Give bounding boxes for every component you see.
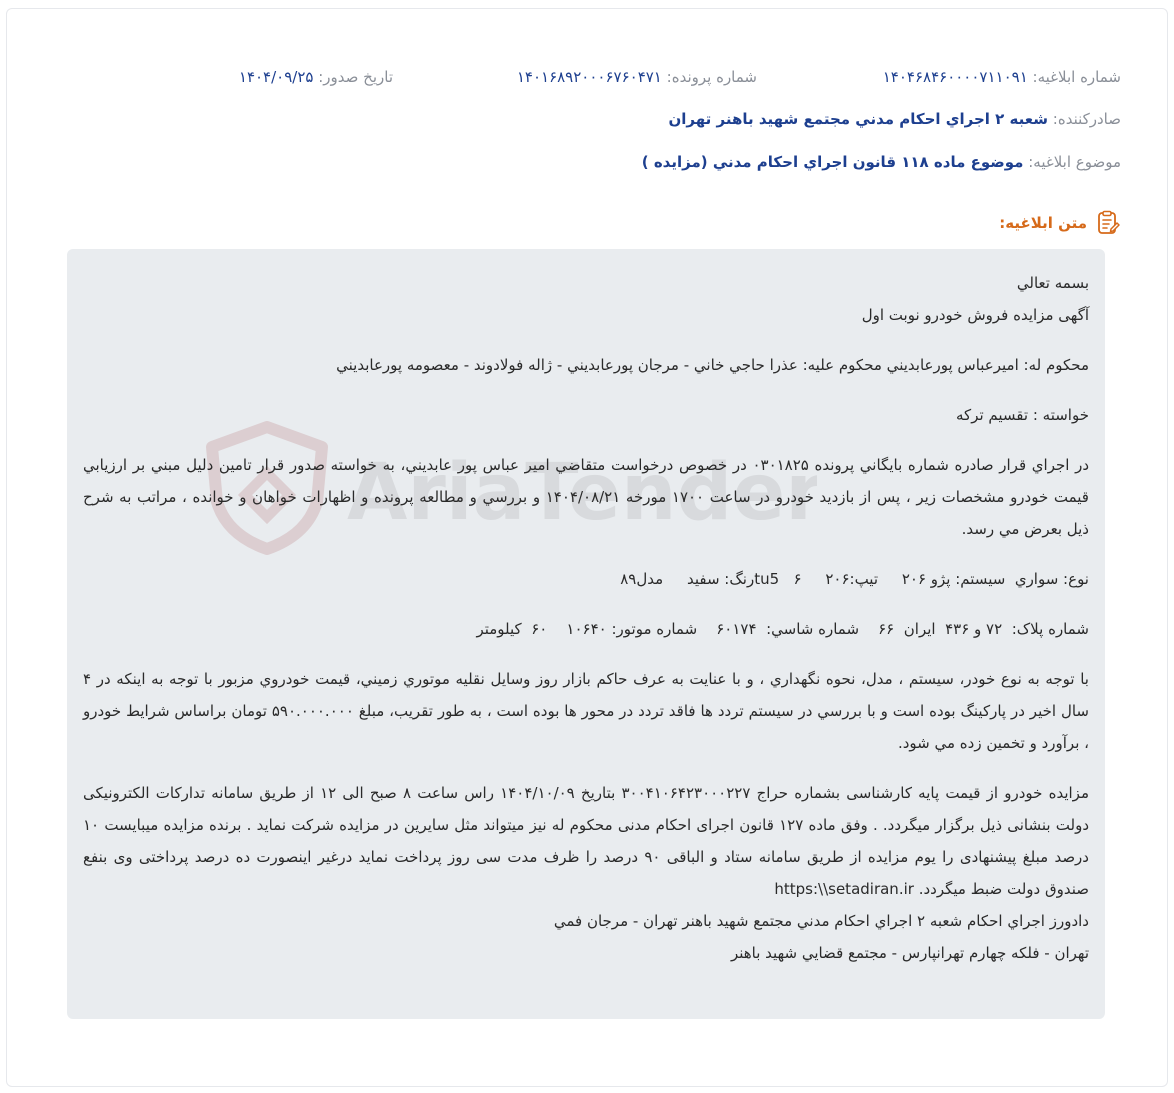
issuer-value: شعبه ۲ اجراي احکام مدني مجتمع شهيد باهنر تهران xyxy=(668,110,1048,128)
issuer-label: صادرکننده: xyxy=(1052,110,1121,128)
line-request: خواسته : تقسیم ترکه xyxy=(956,406,1089,424)
line-vehicle-ids: شماره پلاک: ۷۲ و ۴۳۶ ايران ۶۶ شماره شاسي: ۶۰۱۷۴ شماره موتور: ۱۰۶۴۰ ۶۰ کيلومتر xyxy=(476,620,1089,638)
auction-url: https:\\setadiran.ir xyxy=(774,880,914,898)
subject-label: موضوع ابلاغیه: xyxy=(1028,153,1121,171)
notice-content xyxy=(83,267,1089,969)
line-vehicle-type: نوع: سواري سيستم: پژو ۲۰۶ تيپ:۲۰۶ ۶ tu5رنگ: سفيد مدل۸۹ xyxy=(620,570,1089,588)
watermark-text: AriaTender xyxy=(347,448,813,538)
notice-card xyxy=(6,8,1168,1087)
issuer-row xyxy=(668,109,1121,129)
notice-number-value: ۱۴۰۴۶۸۴۶۰۰۰۰۷۱۱۰۹۱ xyxy=(882,68,1028,86)
file-number-label: شماره پرونده: xyxy=(666,68,757,86)
auction-text: مزایده خودرو از قیمت پایه کارشناسی بشماره حراج ۳۰۰۴۱۰۶۴۲۳۰۰۰۲۲۷ بتاریخ ۱۴۰۴/۱۰/۰۹ راس ساعت ۸ صبح الی ۱۲ از طریق سامانه تدارکات الکترونیکی دولت بنشانی ذیل برگزار میگردد. . وفق ماده ۱۲۷ قانون اجرای احکام مدنی محکوم له نیز میتواند مثل سایرین در مزایده شرکت نماید . برنده مزایده میبایست ۱۰ درصد مبلغ پیشنهادی را یوم مزایده از طریق سامانه ستاد و الباقی ۹۰ درصد را ظرف مدت سی روز پرداخت نماید درغیر اینصورت ده درصد پرداختی وی بنفع صندوق دولت ضبط میگردد. xyxy=(83,784,1090,898)
line-headline: آگهی مزایده فروش خودرو نوبت اول xyxy=(861,306,1089,324)
line-signature: دادورز اجراي احکام شعبه ۲ اجراي احکام مدني مجتمع شهيد باهنر تهران - مرجان فمي xyxy=(553,912,1089,930)
line-address: تهران - فلکه چهارم تهرانپارس - مجتمع قضايي شهيد باهنر xyxy=(730,944,1089,962)
issue-date-value: ۱۴۰۴/۰۹/۲۵ xyxy=(238,68,314,86)
notice-number-label: شماره ابلاغیه: xyxy=(1032,68,1121,86)
notice-number xyxy=(883,67,1121,87)
line-parties: محکوم له: اميرعباس پورعابديني محکوم عليه: عذرا حاجي خاني - مرجان پورعابديني - ژاله فولادوند - معصومه پورعابديني xyxy=(336,356,1089,374)
para-auction xyxy=(83,777,1089,905)
issue-date xyxy=(239,67,393,87)
issue-date-label: تاریخ صدور: xyxy=(318,68,393,86)
file-number xyxy=(517,67,757,87)
document-text-icon xyxy=(1095,210,1121,236)
subject-value: موضوع ماده ۱۱۸ قانون اجراي احکام مدني (مزايده ) xyxy=(641,153,1024,171)
line-bismillah: بسمه تعالي xyxy=(1016,274,1089,292)
notice-text-heading xyxy=(999,210,1121,236)
notice-body xyxy=(67,249,1105,1019)
para-valuation: با توجه به نوع خودر، سيستم ، مدل، نحوه نگهداري ، و با عنايت به عرف حاکم بازار روز وسايل نقليه موتوري زميني، قيمت خودروي مزبور با توجه به اينکه در ۴ سال اخير در پارکينگ بوده است و با بررسي در سيستم تردد ها فاقد تردد در محور ها بوده است ، به طور تقريب، مبلغ ۵۹۰.۰۰۰.۰۰۰ تومان براساس شرايط خودرو ، برآورد و تخمين زده مي شود. xyxy=(83,670,1089,752)
notice-text-title: متن ابلاغیه: xyxy=(999,214,1087,232)
para-intro: در اجراي قرار صادره شماره بايگاني پرونده ۰۳۰۱۸۲۵ در خصوص درخواست متقاضي امير عباس پور عابديني، به خواسته صدور قرار تامين دليل مبني بر ارزيابي قيمت خودرو مشخصات زير ، پس از بازديد خودرو در ساعت ۱۷۰۰ مورخه ۱۴۰۴/۰۸/۲۱ و بررسي و مطالعه پرونده و اظهارات خواهان و خوانده ، مراتب به شرح ذيل بعرض مي رسد. xyxy=(83,456,1089,538)
subject-row xyxy=(642,152,1121,172)
file-number-value: ۱۴۰۱۶۸۹۲۰۰۰۶۷۶۰۴۷۱ xyxy=(516,68,662,86)
